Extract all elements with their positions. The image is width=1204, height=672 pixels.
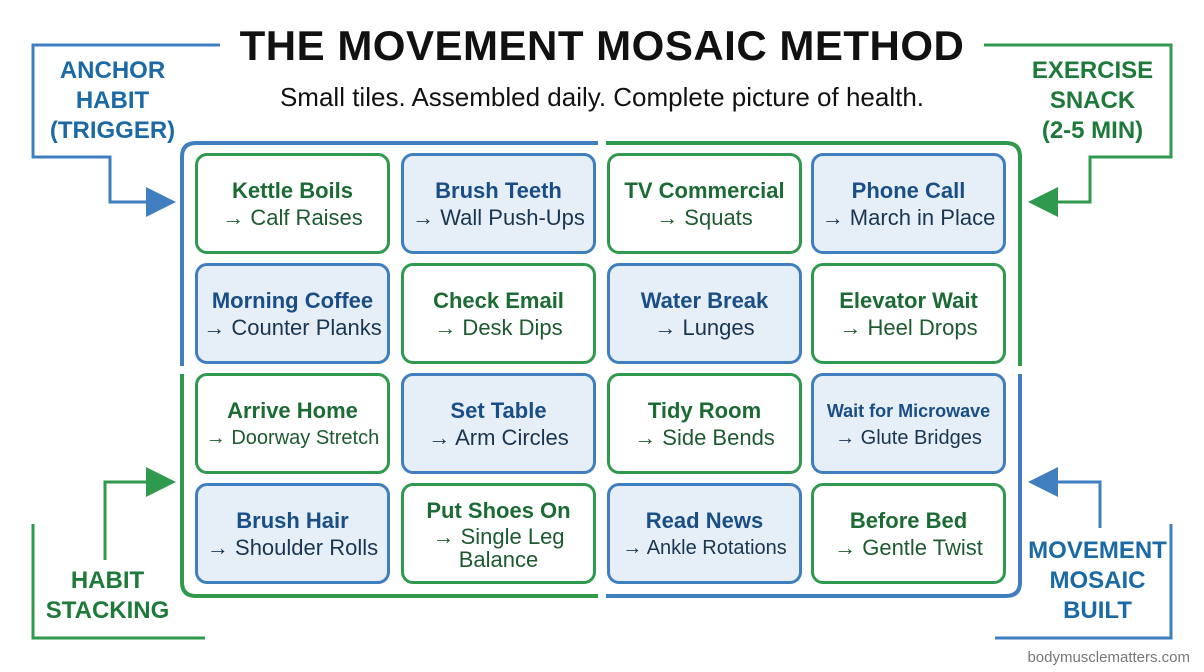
- tile-trigger: Put Shoes On: [426, 497, 571, 523]
- tile-exercise-line2: Balance: [458, 546, 539, 572]
- tile-trigger: TV Commercial: [624, 177, 785, 203]
- page-title: THE MOVEMENT MOSAIC METHOD: [239, 22, 965, 69]
- stacking-label-line: STACKING: [45, 597, 170, 624]
- mosaic-tile: [401, 153, 596, 254]
- snack-label-line: EXERCISE: [1031, 57, 1154, 84]
- page-subtitle: Small tiles. Assembled daily. Complete picture of health.: [279, 82, 925, 112]
- exercise-snack-label: [1020, 56, 1165, 146]
- mosaic-tile: [195, 373, 390, 474]
- tile-trigger: Wait for Microwave: [826, 400, 991, 421]
- mosaic-tile: [401, 263, 596, 364]
- mosaic-tile: [401, 373, 596, 474]
- snack-label-line: (2-5 MIN): [1041, 117, 1144, 144]
- mosaic-tile: [811, 483, 1006, 584]
- tile-exercise: → Heel Drops: [839, 314, 978, 340]
- tile-trigger: Arrive Home: [227, 397, 358, 423]
- tile-trigger: Brush Teeth: [435, 177, 562, 203]
- anchor-label-line: HABIT: [75, 87, 150, 114]
- mosaic-tile: [607, 483, 802, 584]
- tile-exercise: → Desk Dips: [434, 314, 563, 340]
- anchor-habit-label: [40, 56, 185, 146]
- movement-mosaic-built-label: [1025, 536, 1170, 626]
- footer-credit: bodymusclematters.com: [1027, 649, 1190, 666]
- mosaic-tile: [607, 263, 802, 364]
- mosaic-tile: [607, 373, 802, 474]
- tile-exercise: → Ankle Rotations: [622, 536, 787, 559]
- tile-exercise: → Counter Planks: [203, 314, 382, 340]
- tile-exercise: → Glute Bridges: [835, 426, 982, 449]
- built-arrow: [1034, 482, 1100, 528]
- tile-exercise: → Wall Push-Ups: [412, 204, 585, 230]
- mosaic-tile: [401, 483, 596, 584]
- tile-exercise: → Lunges: [654, 314, 755, 340]
- tile-trigger: Before Bed: [849, 507, 968, 533]
- mosaic-tile: [811, 263, 1006, 364]
- tile-exercise: → Calf Raises: [222, 204, 363, 230]
- mosaic-tile: [811, 153, 1006, 254]
- mosaic-tile: [607, 153, 802, 254]
- tile-exercise: → Shoulder Rolls: [206, 534, 379, 560]
- tile-exercise: → March in Place: [821, 204, 996, 230]
- tile-exercise: → Side Bends: [634, 424, 775, 450]
- habit-stacking-label: [40, 566, 175, 626]
- snack-label-line: SNACK: [1049, 87, 1136, 114]
- tile-trigger: Kettle Boils: [231, 177, 354, 203]
- anchor-label-line: ANCHOR: [59, 57, 166, 84]
- tile-trigger: Elevator Wait: [839, 287, 978, 313]
- tile-exercise: → Arm Circles: [428, 424, 569, 450]
- built-label-line: BUILT: [1063, 597, 1132, 624]
- mosaic-tile: [195, 483, 390, 584]
- built-label-line: MOSAIC: [1049, 567, 1146, 594]
- tile-trigger: Water Break: [640, 287, 769, 313]
- tile-trigger: Check Email: [433, 287, 564, 313]
- tile-trigger: Set Table: [450, 397, 547, 423]
- built-label-line: MOVEMENT: [1028, 537, 1167, 564]
- tile-trigger: Phone Call: [851, 177, 966, 203]
- anchor-label-line: (TRIGGER): [49, 117, 176, 144]
- tile-exercise: → Single Leg: [432, 523, 565, 549]
- tile-exercise: → Squats: [656, 204, 753, 230]
- tile-trigger: Morning Coffee: [211, 287, 374, 313]
- tile-trigger: Tidy Room: [647, 397, 762, 423]
- stacking-label-line: HABIT: [70, 567, 145, 594]
- mosaic-tile: [195, 153, 390, 254]
- tile-trigger: Read News: [645, 507, 764, 533]
- tile-exercise: → Gentle Twist: [834, 534, 983, 560]
- mosaic-tile: [811, 373, 1006, 474]
- tile-trigger: Brush Hair: [236, 507, 349, 533]
- mosaic-tile: [195, 263, 390, 364]
- stacking-arrow: [105, 482, 170, 560]
- tile-exercise: → Doorway Stretch: [205, 426, 380, 449]
